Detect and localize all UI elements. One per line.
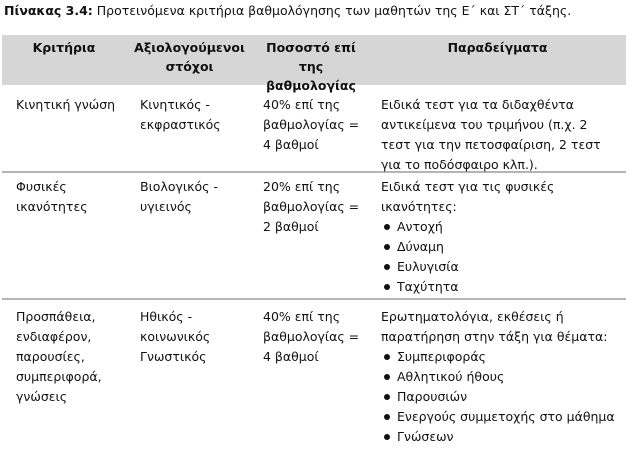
cell-criteria: Κινητική γνώση <box>16 97 116 112</box>
header-criteria: Κριτήρια <box>32 40 96 55</box>
cell-examples <box>369 307 626 470</box>
examples-text: Ειδικά τεστ για τις φυσικές ικανότητες: <box>381 179 555 214</box>
cell-examples <box>369 95 626 171</box>
cell-objectives: Κινητικός - εκφραστικός <box>140 97 221 132</box>
examples-text: Ειδικά τεστ για τα διδαχθέντα αντικείμενα του τριμήνου (π.χ. 2 τεστ για την πετοσφαίριση, 2 τεστ για το ποδόσφαιρο κλπ.). <box>381 97 601 172</box>
examples-list <box>381 217 620 297</box>
cell-objectives: Ηθικός - κοινωνικός Γνωστικός <box>140 309 211 364</box>
cell-criteria: Φυσικές ικανότητες <box>16 179 88 214</box>
criteria-table <box>2 35 626 470</box>
header-examples: Παραδείγματα <box>447 40 548 55</box>
list-item: Παρουσιών <box>381 387 620 407</box>
table-header-row <box>2 35 626 93</box>
list-item: Ενεργούς συμμετοχής στο μάθημα <box>381 407 620 427</box>
list-item: Αντοχή <box>381 217 620 237</box>
table-row <box>2 173 626 300</box>
list-item: Συμπεριφοράς <box>381 347 620 367</box>
examples-text: Ερωτηματολόγια, εκθέσεις ή παρατήρηση στην τάξη για θέματα: <box>381 309 608 344</box>
examples-list <box>381 347 620 447</box>
list-item: Ευλυγισία <box>381 257 620 277</box>
cell-criteria: Προσπάθεια, ενδιαφέρον, παρουσίες, συμπεριφορά, γνώσεις <box>16 309 102 404</box>
caption-text: Προτεινόμενα κριτήρια βαθμολόγησης των μαθητών της Ε΄ και ΣΤ΄ τάξης. <box>92 3 572 18</box>
header-percentage: Ποσοστό επί της βαθμολογίας <box>266 40 356 93</box>
list-item: Αθλητικού ήθους <box>381 367 620 387</box>
table-row <box>2 300 626 470</box>
table-caption <box>4 3 626 19</box>
cell-percentage: 40% επί της βαθμολογίας = 4 βαθμοί <box>263 97 360 152</box>
caption-label: Πίνακας 3.4: <box>4 3 93 18</box>
header-objectives: Αξιολογούμενοι στόχοι <box>134 40 245 74</box>
cell-percentage: 40% επί της βαθμολογίας = 4 βαθμοί <box>263 309 360 364</box>
list-item: Δύναμη <box>381 237 620 257</box>
table-row <box>2 89 626 173</box>
list-item: Ταχύτητα <box>381 277 620 297</box>
cell-percentage: 20% επί της βαθμολογίας = 2 βαθμοί <box>263 179 360 234</box>
cell-examples <box>369 177 626 298</box>
list-item: Γνώσεων <box>381 427 620 447</box>
cell-objectives: Βιολογικός - υγιεινός <box>140 179 218 214</box>
